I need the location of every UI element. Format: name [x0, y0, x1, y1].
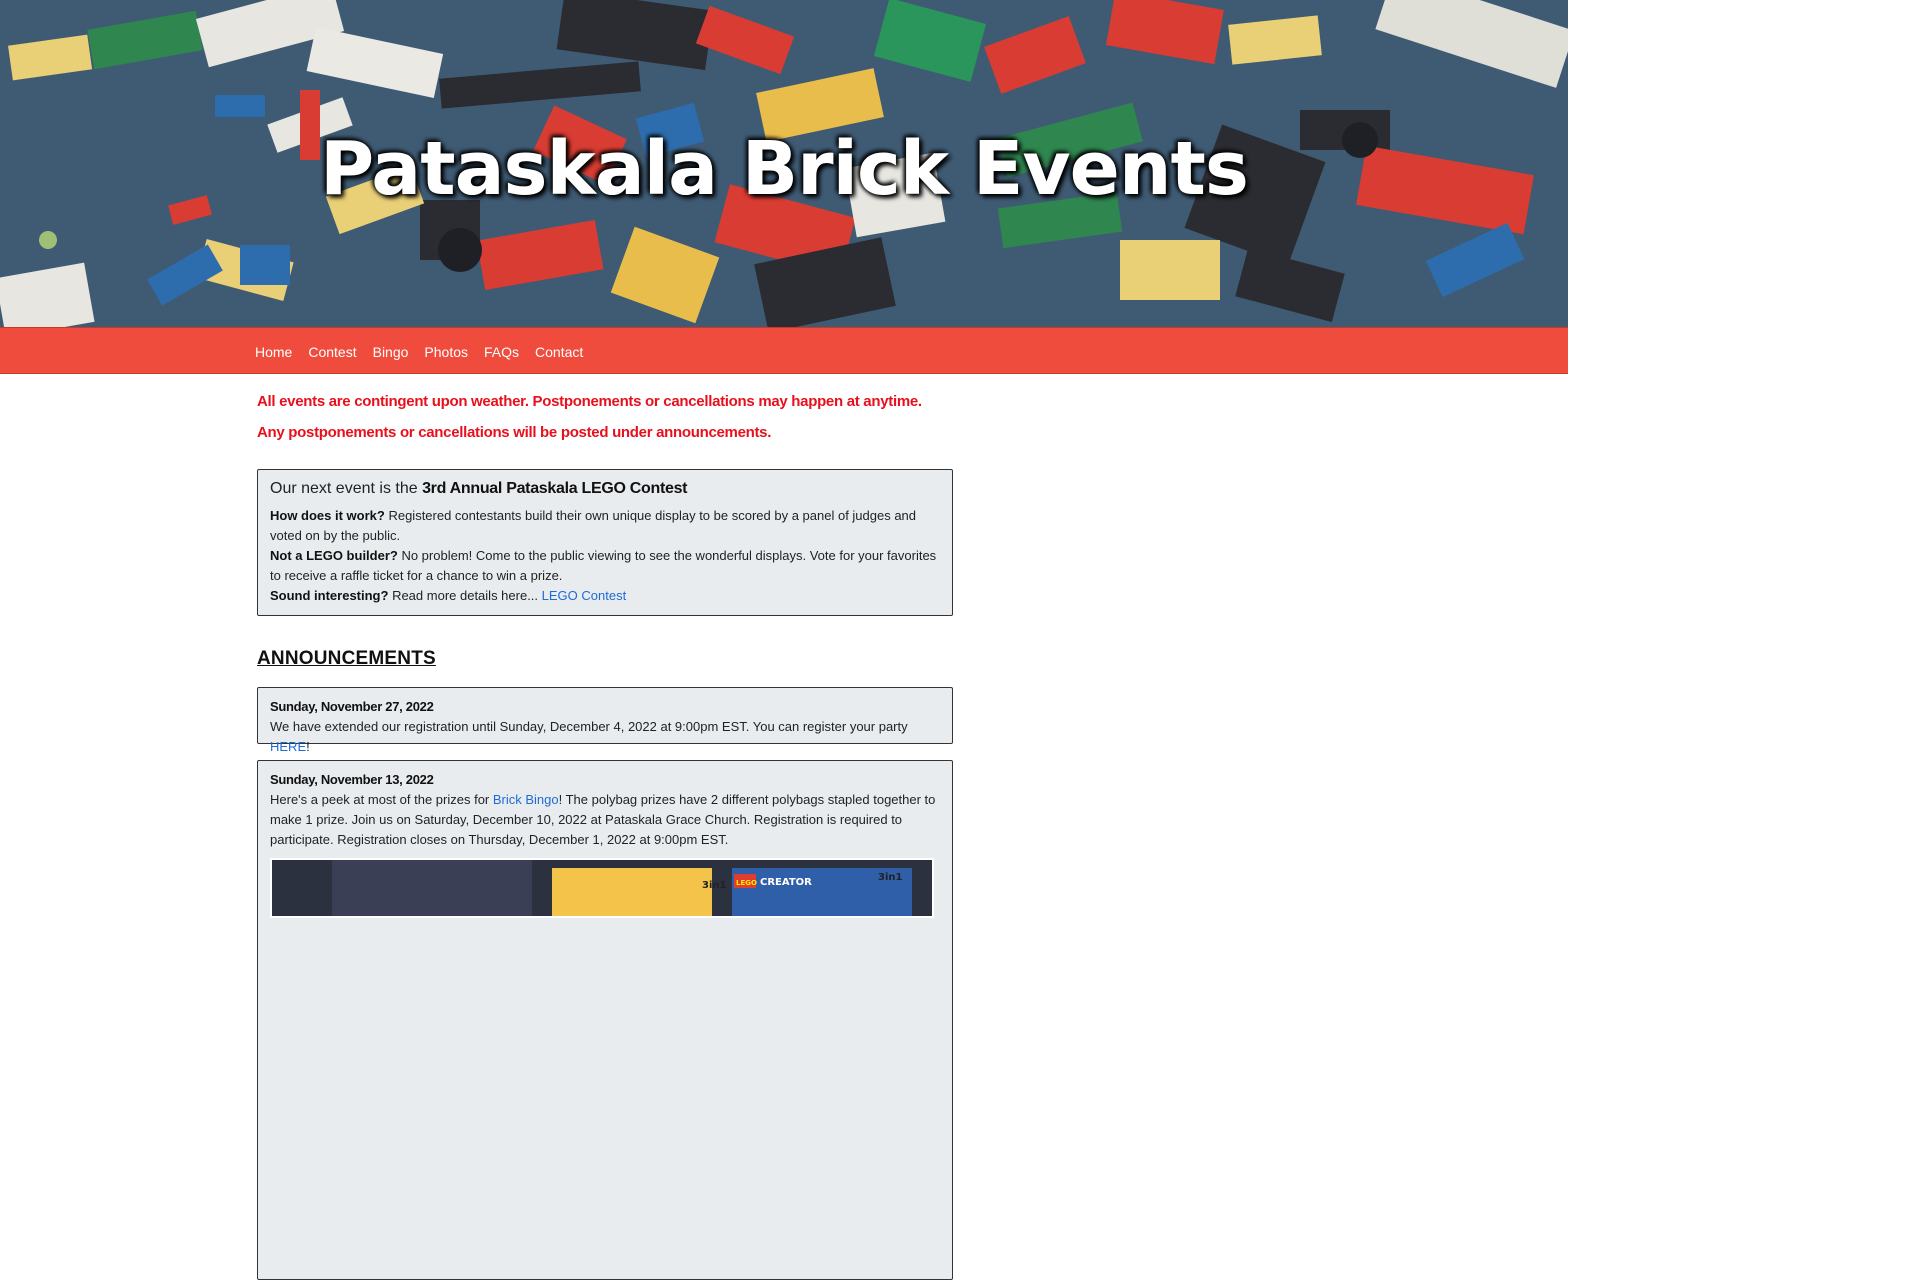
nav-faqs-link[interactable]: FAQs [484, 343, 520, 360]
next-event-intro: Our next event is the [270, 480, 423, 497]
lego-contest-link[interactable]: LEGO Contest [541, 588, 627, 603]
faq-not-builder-question: Not a LEGO builder? [270, 548, 398, 563]
nav-contest-link[interactable]: Contest [308, 343, 357, 360]
next-event-heading [270, 479, 940, 499]
faq-interesting-answer: Read more details here... [388, 588, 542, 603]
prize-box-label-1: 3in1 [702, 880, 727, 891]
prize-box-brand: LEGO [736, 879, 757, 887]
announcement-text-after: ! [306, 739, 310, 754]
prize-box-line: CREATOR [760, 877, 812, 888]
faq-how-question: How does it work? [270, 508, 385, 523]
site-title: Pataskala Brick Events [320, 126, 1248, 212]
nav-contact-link[interactable]: Contact [535, 343, 584, 360]
next-event-card [257, 469, 953, 616]
prizes-photo[interactable] [270, 858, 934, 918]
register-here-link[interactable]: HERE [270, 739, 307, 754]
faq-how [270, 506, 940, 546]
weather-warning: All events are contingent upon weather. Postponements or cancellations may happen at anytime. [257, 393, 922, 410]
next-event-name: 3rd Annual Pataskala LEGO Contest [422, 480, 688, 497]
announcement-item [257, 760, 953, 1280]
announcement-text [270, 717, 940, 757]
announcement-text [270, 790, 940, 850]
faq-interesting [270, 586, 940, 606]
announcement-item [257, 687, 953, 754]
nav-bingo-link[interactable]: Bingo [372, 343, 409, 360]
announcement-warning: Any postponements or cancellations will be posted under announcements. [257, 424, 772, 441]
faq-not-builder [270, 546, 940, 586]
hero-banner [0, 0, 1568, 327]
nav-home-link[interactable]: Home [255, 343, 293, 360]
announcements-heading: ANNOUNCEMENTS [257, 648, 436, 669]
nav-list [255, 328, 599, 375]
brick-bingo-link[interactable]: Brick Bingo [492, 792, 559, 807]
main-navbar [0, 327, 1568, 374]
announcement-date: Sunday, November 13, 2022 [270, 772, 434, 787]
faq-not-builder-answer: No problem! Come to the public viewing to see the wonderful displays. Vote for your favorites to receive a raffle ticket for a chance to win a prize. [270, 548, 937, 583]
announcement-date: Sunday, November 27, 2022 [270, 699, 434, 714]
announcement-text-before: Here's a peek at most of the prizes for [270, 792, 493, 807]
faq-how-answer: Registered contestants build their own unique display to be scored by a panel of judges and voted on by the public. [270, 508, 917, 543]
announcement-text-before: We have extended our registration until Sunday, December 4, 2022 at 9:00pm EST. You can register your party [270, 719, 908, 734]
announcement-text-after: ! The polybag prizes have 2 different polybags stapled together to make 1 prize. Join us on Saturday, December 10, 2022 at Pataskala Grace Church. Registration is required to participate. Registration closes on Thursday, December 1, 2022 at 9:00pm EST. [270, 792, 936, 847]
faq-interesting-question: Sound interesting? [270, 588, 389, 603]
nav-photos-link[interactable]: Photos [424, 343, 469, 360]
prizes-photo-image [272, 860, 934, 918]
prize-box-label-2: 3in1 [878, 872, 903, 883]
